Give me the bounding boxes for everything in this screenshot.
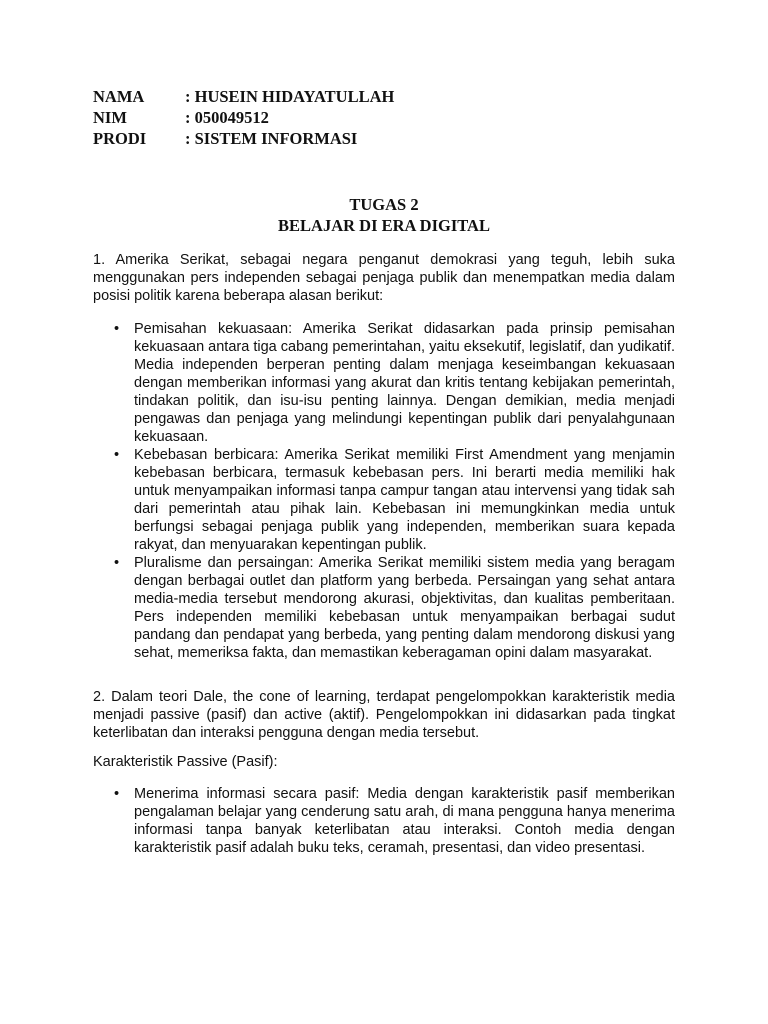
bullet-list-1 (93, 320, 675, 662)
document-subtitle: BELAJAR DI ERA DIGITAL (278, 216, 490, 235)
student-identity (93, 86, 675, 149)
bullet-icon: • (114, 555, 120, 571)
identity-label: NIM (93, 108, 127, 127)
identity-row-name (93, 86, 675, 107)
identity-row-nim (93, 107, 675, 128)
list-item-text: Menerima informasi secara pasif: Media dengan karakteristik pasif memberikan pengalaman belajar yang cenderung satu arah, di mana pengguna hanya menerima informasi tanpa banyak keterlibatan atau interaksi. Contoh media dengan karakteristik pasif adalah buku teks, ceramah, presentasi, dan video presentasi. (134, 786, 675, 856)
document-titles (93, 194, 675, 236)
list-item-text: Kebebasan berbicara: Amerika Serikat memiliki First Amendment yang menjamin kebebasan berbicara, termasuk kebebasan pers. Ini berarti media memiliki hak untuk menyampaikan informasi tanpa campur tangan atau intervensi yang tidak sah dari pemerintah atau pihak lain. Kebebasan ini memungkinkan media untuk berfungsi sebagai penjaga publik yang independen, memberikan suara kepada rakyat, dan menyuarakan kepentingan publik. (134, 447, 675, 553)
identity-value: : 050049512 (185, 108, 269, 127)
identity-value: : HUSEIN HIDAYATULLAH (185, 87, 395, 106)
paragraph-2: 2. Dalam teori Dale, the cone of learning, terdapat pengelompokkan karakteristik media menjadi passive (pasif) dan active (aktif). Pengelompokkan ini didasarkan pada tingkat keterlibatan dan interaksi pengguna dengan media tersebut. (93, 689, 675, 741)
identity-label: NAMA (93, 87, 145, 106)
list-item (93, 446, 675, 554)
paragraph-1: 1. Amerika Serikat, sebagai negara penganut demokrasi yang teguh, lebih suka menggunakan pers independen sebagai penjaga publik dan menempatkan media dalam posisi politik karena beberapa alasan berikut: (93, 252, 675, 304)
document-body (93, 251, 675, 857)
list-item (93, 554, 675, 662)
list-item-text: Pemisahan kekuasaan: Amerika Serikat didasarkan pada prinsip pemisahan kekuasaan antara tiga cabang pemerintahan, yaitu eksekutif, legislatif, dan yudikatif. Media independen berperan penting dalam menjaga keseimbangan kekuasaan dengan memberikan informasi yang akurat dan kritis tentang kebijakan pemerintah, tindakan politik, dan isu-isu penting lainnya. Dengan demikian, media menjadi pengawas dan penjaga yang melindungi kepentingan publik dari penyalahgunaan kekuasaan. (134, 321, 675, 445)
bullet-icon: • (114, 786, 120, 802)
document-page (93, 86, 675, 857)
identity-row-prodi (93, 128, 675, 149)
bullet-icon: • (114, 447, 120, 463)
paragraph-3: Karakteristik Passive (Pasif): (93, 754, 278, 770)
identity-label: PRODI (93, 129, 147, 148)
bullet-list-2 (93, 785, 675, 857)
bullet-icon: • (114, 321, 120, 337)
document-title: TUGAS 2 (349, 195, 419, 214)
list-item (93, 320, 675, 446)
list-item (93, 785, 675, 857)
identity-value: : SISTEM INFORMASI (185, 129, 358, 148)
list-item-text: Pluralisme dan persaingan: Amerika Serikat memiliki sistem media yang beragam dengan berbagai outlet dan platform yang berbeda. Persaingan yang sehat antara media-media tersebut mendorong akurasi, objektivitas, dan kualitas pemberitaan. Pers independen memiliki kebebasan untuk menyampaikan berbagai sudut pandang dan pendapat yang berbeda, yang penting dalam mendorong diskusi yang sehat, memeriksa fakta, dan memastikan keberagaman opini dalam masyarakat. (134, 555, 675, 661)
